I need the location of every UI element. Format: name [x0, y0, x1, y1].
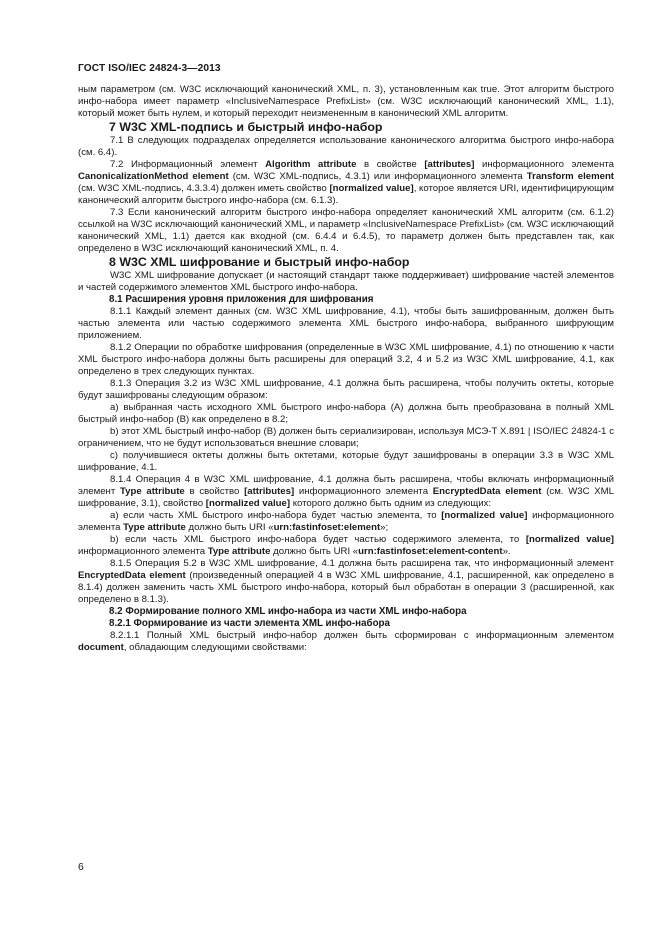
list-item-8-1-4-a: a) если часть XML быстрого инфо-набора будет частью элемента, то [normalized value] информационного элемента Type attribute должно быть URI «urn:fastinfoset:element»;	[78, 510, 614, 533]
document-body	[78, 84, 614, 654]
subsection-8-2-1-heading: 8.2.1 Формирование из части элемента XML инфо-набора	[109, 618, 390, 629]
paragraph-8-1-4: 8.1.4 Операция 4 в W3C XML шифрование, 4.1 должна быть расширена, чтобы включать информационный элемент Type attribute в свойство [attributes] информационного элемента EncryptedData element (см. W3C XML шифрование, 3.1), свойство [normalized value] которого должно быть одним из следующих:	[78, 474, 614, 509]
list-item-8-1-4-b: b) если часть XML быстрого инфо-набора будет частью содержимого элемента, то [normalized value] информационного элемента Type attribute должно быть URI «urn:fastinfoset:element-content».	[78, 534, 614, 557]
subsection-8-1-heading: 8.1 Расширения уровня приложения для шифрования	[109, 294, 374, 305]
paragraph-8-intro: W3C XML шифрование допускает (и настоящий стандарт также поддерживает) шифрование частей элементов и частей содержимого элементов XML быстрого инфо-набора.	[78, 270, 614, 293]
paragraph-8-1-5: 8.1.5 Операция 5.2 в W3C XML шифрование, 4.1 должна быть расширена так, что информационный элемент EncryptedData element (произведенный операцией 4 в W3C XML шифрование, 4.1, расширенной, как определено в 8.1.4) должен заменить часть XML быстрого инфо-набора, который был обработан в операции 3 (расширенной, как определено в 8.1.3).	[78, 558, 614, 605]
page-header-standard: ГОСТ ISO/IEC 24824-3—2013	[78, 63, 221, 74]
paragraph-8-1-2: 8.1.2 Операции по обработке шифрования (определенные в W3C XML шифрование, 4.1) по отношению к части XML быстрого инфо-набора должны быть расширены для операций 3.2, 4 и 5.2 из W3C XML шифрование, 4.1, как определено в трех следующих пунктах.	[78, 342, 614, 377]
subsection-8-2-heading: 8.2 Формирование полного XML инфо-набора из части XML инфо-набора	[109, 606, 467, 617]
paragraph-7-2: 7.2 Информационный элемент Algorithm attribute в свойстве [attributes] информационного элемента CanonicalizationMethod element (см. W3C XML-подпись, 4.3.1) или информационного элемента Transform element (см. W3C XML-подпись, 4.3.3.4) должен иметь свойство [normalized value], которое является URI, идентифицирующим канонический алгоритм быстрого инфо-набора (см. 6.1.3).	[78, 159, 614, 206]
list-item-8-1-3-a: a) выбранная часть исходного XML быстрого инфо-набора (A) должна быть преобразована в полный XML быстрый инфо-набор (B) как определено в 8.2;	[78, 402, 614, 425]
paragraph-7-3: 7.3 Если канонический алгоритм быстрого инфо-набора определяет канонический XML алгоритм (см. 6.1.2) ссылкой на W3C исключающий канонический XML, и параметр «InclusiveNamespace PrefixList» (см. W3C исключающий канонический XML, 1.1) дается как входной (см. 6.4.4 и 6.4.5), то параметр должен быть представлен так, как определено в W3C исключающий канонический XML, п. 4.	[78, 207, 614, 254]
page-number: 6	[78, 862, 84, 873]
paragraph-8-1-1: 8.1.1 Каждый элемент данных (см. W3C XML шифрование, 4.1), чтобы быть зашифрованным, должен быть частью элемента или частью содержимого элемента XML быстрого инфо-набора, выбранного шифрующим приложением.	[78, 306, 614, 341]
section-7-heading: 7 W3C XML-подпись и быстрый инфо-набор	[109, 120, 383, 134]
paragraph-continuation: ным параметром (см. W3C исключающий канонический XML, п. 3), установленным как true. Этот алгоритм быстрого инфо-набора имеет параметр «InclusiveNamespace PrefixList» (см. W3C исключающий канонический XML, 1.1), который может быть нулем, и который переходит неизмененным в канонический XML алгоритм.	[78, 84, 614, 119]
list-item-8-1-3-c: c) получившиеся октеты должны быть октетами, которые будут зашифрованы в операции 3.3 в W3C XML шифрование, 4.1.	[78, 450, 614, 473]
paragraph-7-1: 7.1 В следующих подразделах определяется использование канонического алгоритма быстрого инфо-набора (см. 6.4).	[78, 135, 614, 158]
list-item-8-1-3-b: b) этот XML быстрый инфо-набор (B) должен быть сериализирован, используя МСЭ-T X.891 | ISO/IEC 24824-1 с ограничением, что не будут использоваться внешние словари;	[78, 426, 614, 449]
section-8-heading: 8 W3C XML шифрование и быстрый инфо-набор	[109, 255, 410, 269]
paragraph-8-2-1-1: 8.2.1.1 Полный XML быстрый инфо-набор должен быть сформирован с информационным элементом document, обладающим следующими свойствами:	[78, 630, 614, 653]
paragraph-8-1-3: 8.1.3 Операция 3.2 из W3C XML шифрование, 4.1 должна быть расширена, чтобы получить октеты, которые будут зашифрованы следующим образом:	[78, 378, 614, 401]
